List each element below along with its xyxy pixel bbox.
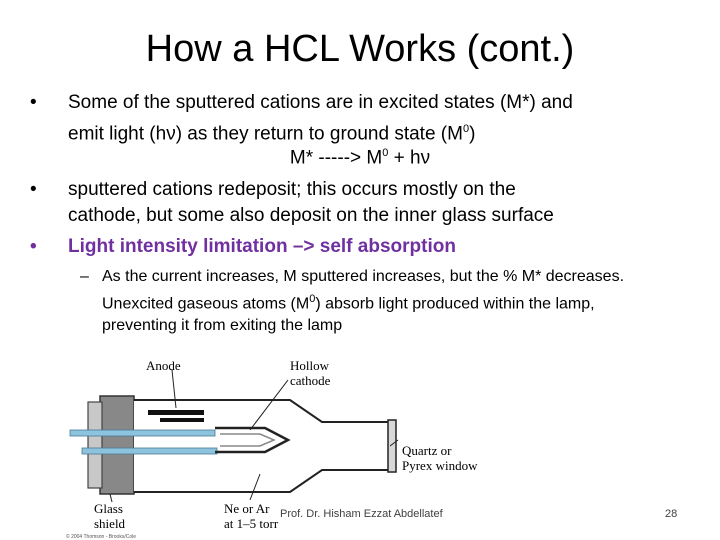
- equation-superscript: 0: [382, 147, 389, 159]
- quartz-window: [388, 420, 396, 472]
- anode-label: Anode: [146, 358, 181, 373]
- bullet-marker: •: [30, 236, 37, 257]
- quartz-label: Quartz or: [402, 443, 452, 458]
- cathode-label: cathode: [290, 373, 331, 388]
- footer-author: Prof. Dr. Hisham Ezzat Abdellatef: [280, 508, 443, 520]
- glass-shield: [100, 396, 134, 494]
- bullet-marker: •: [30, 92, 37, 113]
- slide-title: How a HCL Works (cont.): [145, 28, 575, 70]
- bullet-1-line2-mid: ) as they return to ground state (M: [175, 123, 463, 145]
- bullet-2-line2: cathode, but some also deposit on the inner glass surface: [68, 205, 554, 226]
- sub-bullet-text-pre: As the current increases, M sputtered increases, but the % M* decreases. Unexcited gaseous atoms (M: [102, 268, 625, 313]
- sub-bullet-dash: –: [80, 268, 89, 285]
- pyrex-label: Pyrex window: [402, 458, 478, 473]
- hollow-label: Hollow: [290, 358, 329, 373]
- equation: [0, 147, 720, 169]
- page-number: 28: [665, 508, 678, 520]
- anode-lead: [82, 448, 217, 454]
- equation-left: M* -----> M: [289, 147, 383, 169]
- sub-bullet-text-post: ) absorb light produced within the lamp, preventing it from exiting the lamp: [102, 295, 595, 335]
- nu-symbol: ν: [166, 123, 176, 145]
- superscript: 0: [462, 123, 470, 135]
- superscript: 0: [309, 293, 316, 305]
- bullet-text: [68, 177, 708, 229]
- bullet-1-line1: Some of the sputtered cations are in excited states (M*) and: [68, 92, 573, 113]
- bullet-2-line1: sputtered cations redeposit; this occurs mostly on the: [68, 179, 516, 200]
- bullet-1-line2-pre: emit light (h: [68, 123, 167, 145]
- bullet-1-line2-post: ): [469, 123, 476, 145]
- equation-right: + h: [388, 147, 421, 169]
- sub-bullet: [80, 266, 662, 337]
- shield-label: shield: [94, 516, 126, 531]
- bullet-text: Light intensity limitation –> self absorption: [68, 236, 456, 257]
- bullet-text: [68, 90, 708, 147]
- bullet-marker: •: [30, 179, 37, 200]
- anode: [148, 410, 204, 415]
- lamp-base: [88, 402, 102, 488]
- nu-symbol: ν: [420, 147, 431, 169]
- glass-label: Glass: [94, 501, 123, 516]
- anode-plate: [160, 418, 204, 422]
- pressure-label: at 1–5 torr: [224, 516, 279, 531]
- gas-label: Ne or Ar: [224, 501, 270, 516]
- copyright-text: © 2004 Thomson - Brooks/Cole: [66, 534, 137, 540]
- cathode-lead: [70, 430, 215, 436]
